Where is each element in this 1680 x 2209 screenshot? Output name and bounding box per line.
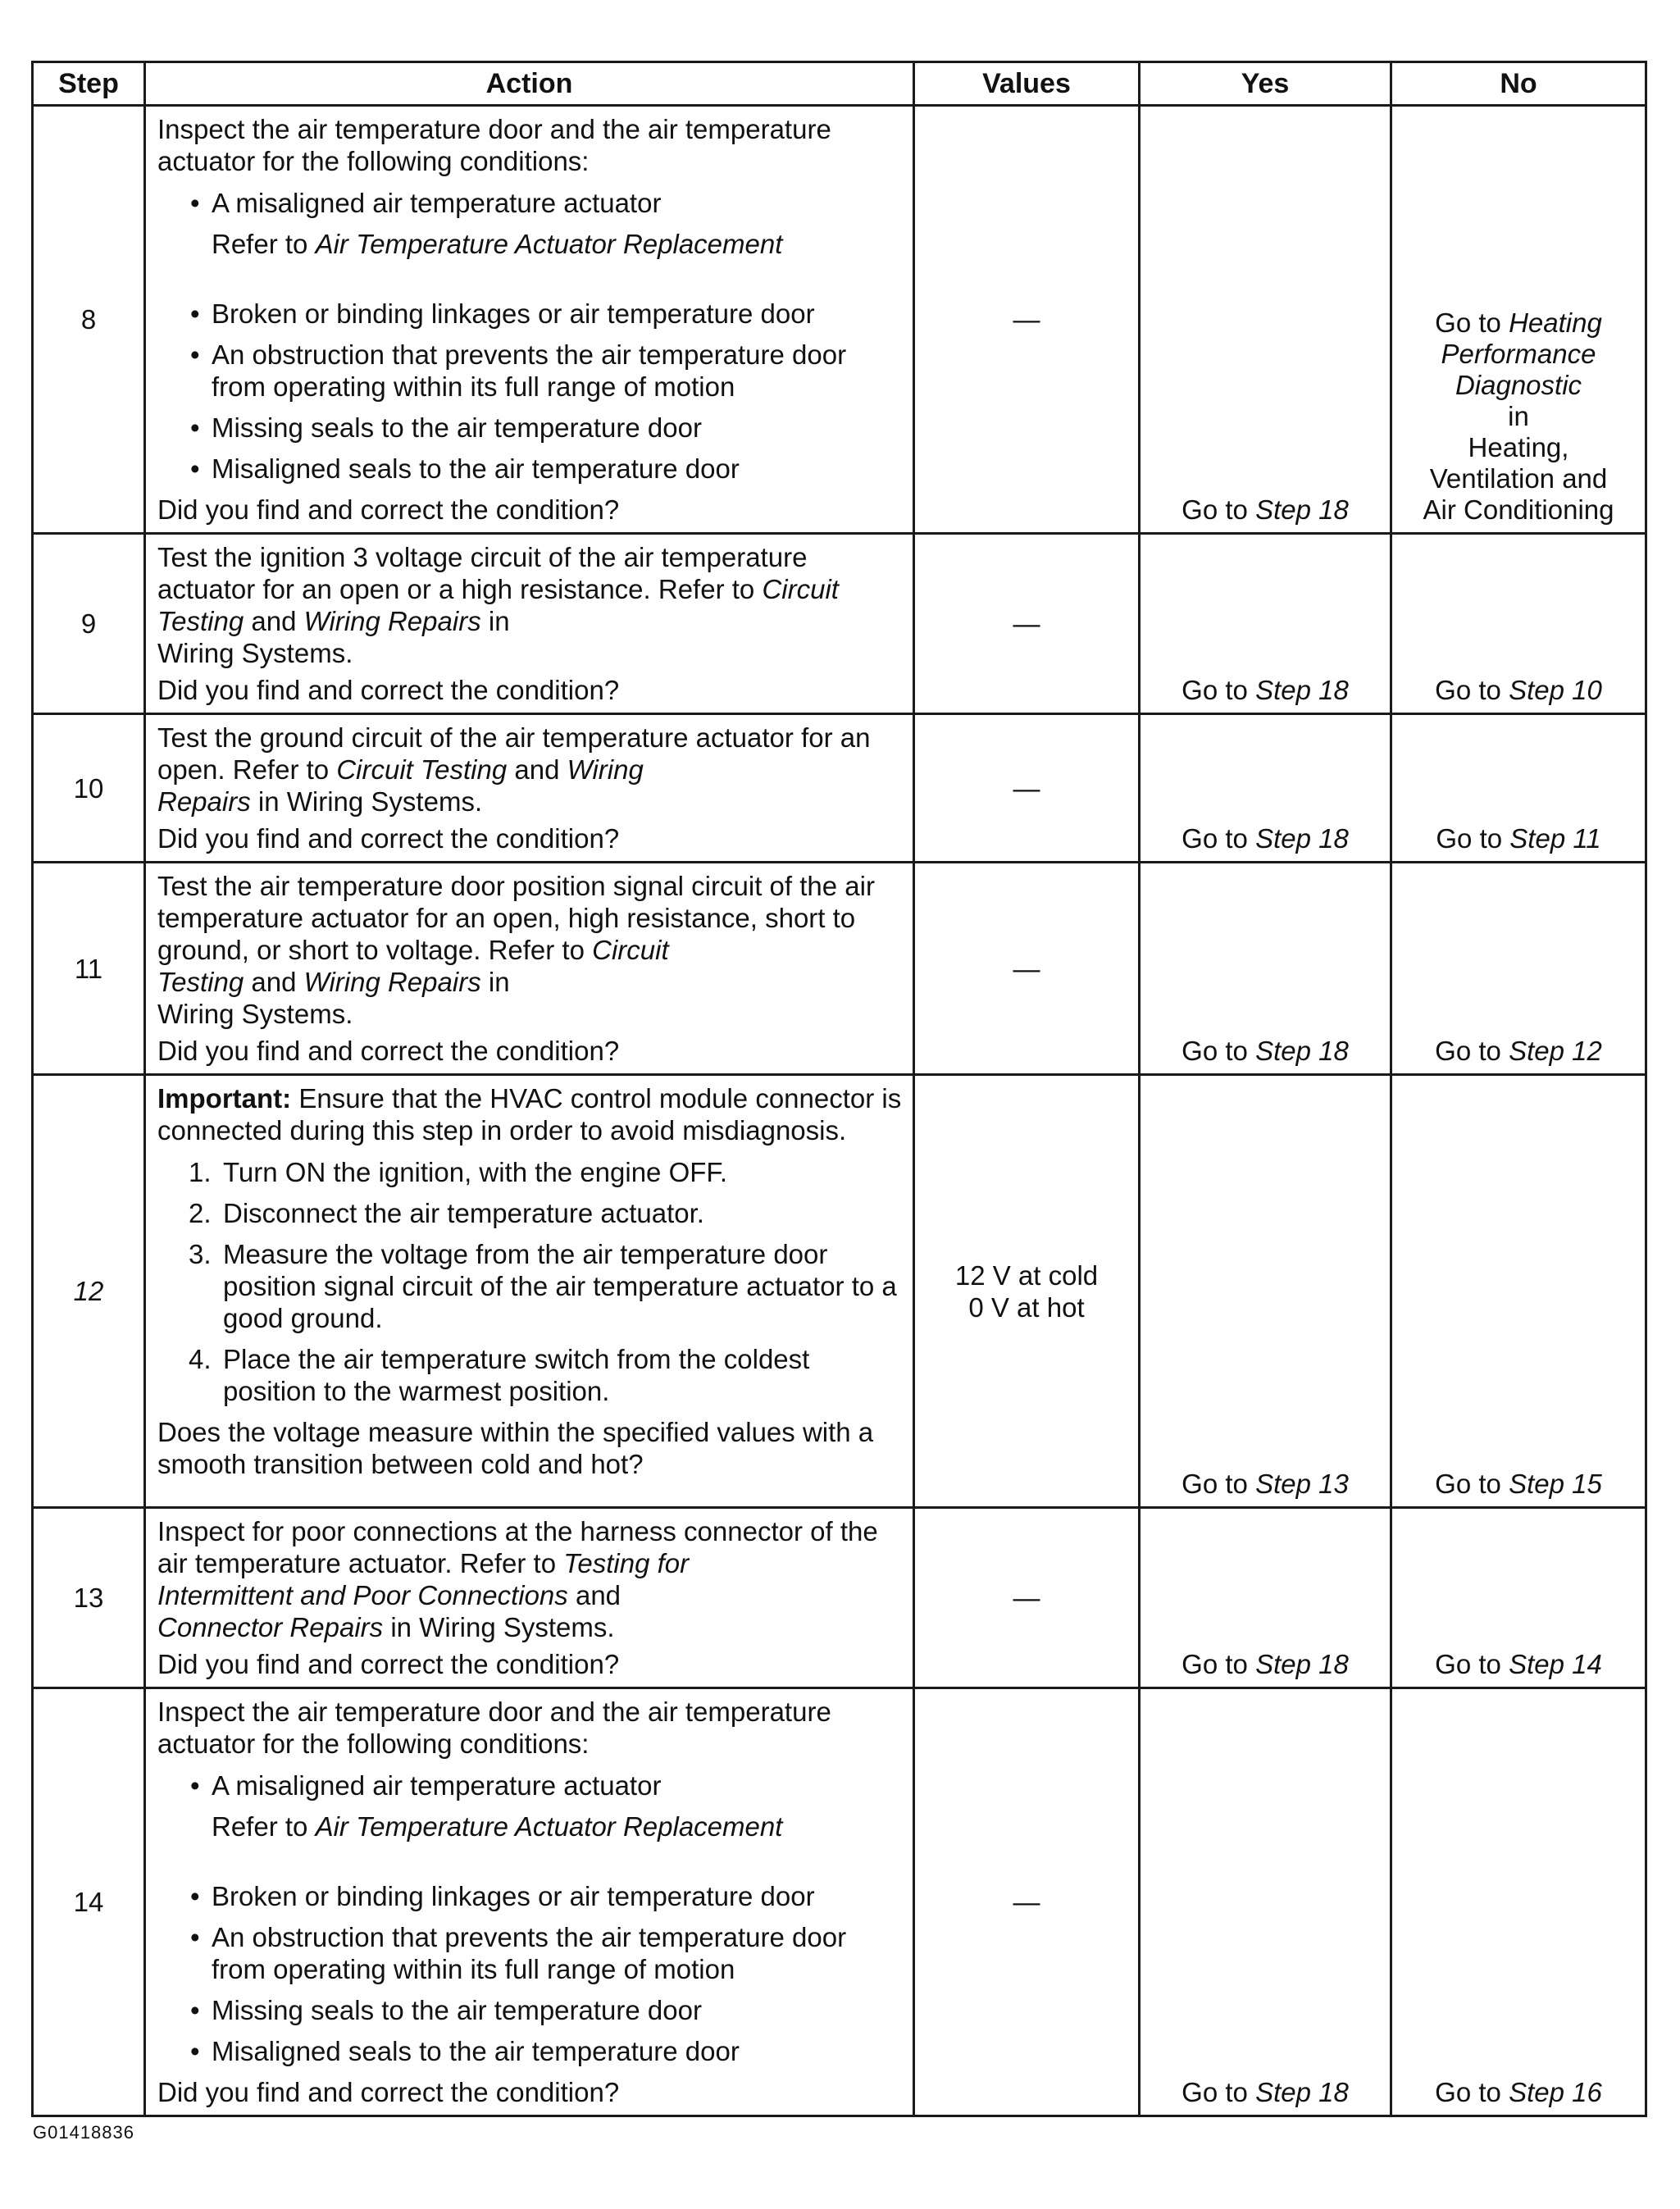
no-cell: Go to Heating Performance Diagnostic in Heating, Ventilation and Air Conditioning: [1391, 106, 1646, 534]
values-cell: —: [914, 1688, 1140, 2116]
list-item: 3. Measure the voltage from the air temperature door position signal circuit of the air temperature actuator to a good ground.: [189, 1239, 897, 1333]
list-item: 1. Turn ON the ignition, with the engine OFF.: [189, 1157, 728, 1187]
link-circuit[interactable]: Circuit: [762, 574, 839, 604]
link-step[interactable]: Step 18: [1255, 494, 1349, 525]
values-cell: —: [914, 534, 1140, 714]
link-wiring-repairs[interactable]: Wiring Repairs: [303, 967, 481, 997]
link-step[interactable]: Step 13: [1255, 1469, 1349, 1499]
action-cell: [145, 1688, 914, 2116]
condition-list: [157, 1769, 903, 2067]
table-row: [33, 714, 1646, 863]
list-item: • Missing seals to the air temperature door: [190, 1995, 702, 2025]
step-number: 12: [33, 1075, 145, 1508]
step-number: 9: [33, 534, 145, 714]
list-item: • A misaligned air temperature actuator Refer to Air Temperature Actuator Replacement: [190, 1770, 783, 1842]
header-no: No: [1391, 62, 1646, 106]
yes-cell: Go to Step 13: [1140, 1075, 1391, 1508]
action-cell: [145, 106, 914, 534]
action-intro: Inspect the air temperature door and the air temperature actuator for the following conditions:: [157, 114, 831, 176]
no-cell: Go to Step 11: [1391, 714, 1646, 863]
link-step[interactable]: Step 18: [1255, 1649, 1349, 1679]
values-cell: —: [914, 863, 1140, 1075]
link-wiring[interactable]: Wiring: [567, 754, 644, 785]
yes-cell: Go to Step 18: [1140, 534, 1391, 714]
condition-list: [157, 187, 903, 485]
link-heating-performance[interactable]: Heating: [1509, 307, 1602, 338]
yes-cell: Go to Step 18: [1140, 863, 1391, 1075]
link-step[interactable]: Step 12: [1509, 1036, 1602, 1066]
step-number: 10: [33, 714, 145, 863]
link-step[interactable]: Step 16: [1509, 2077, 1602, 2107]
step-number: 11: [33, 863, 145, 1075]
action-cell: Test the ground circuit of the air temperature actuator for an open. Refer to Circuit Testing and Wiring Repairs in Wiring Systems. Did you find and correct the condition?: [145, 714, 914, 863]
header-values: Values: [914, 62, 1140, 106]
yes-cell: Go to Step 18: [1140, 1688, 1391, 2116]
action-question: Did you find and correct the condition?: [157, 1649, 620, 1679]
no-cell: Go to Step 16: [1391, 1688, 1646, 2116]
no-cell: Go to Step 15: [1391, 1075, 1646, 1508]
link-intermittent-connections[interactable]: Intermittent and Poor Connections: [157, 1580, 568, 1610]
procedure-list: [157, 1156, 903, 1407]
list-item: • Misaligned seals to the air temperature door: [190, 2036, 740, 2066]
list-item: 4. Place the air temperature switch from the coldest position to the warmest position.: [189, 1344, 810, 1406]
important-note: Important: Ensure that the HVAC control module connector is connected during this step in order to avoid misdiagnosis.: [157, 1083, 902, 1145]
table-row: [33, 1508, 1646, 1688]
link-step[interactable]: Step 15: [1509, 1469, 1602, 1499]
no-cell: Go to Step 14: [1391, 1508, 1646, 1688]
values-cell: —: [914, 714, 1140, 863]
link-step[interactable]: Step 18: [1255, 823, 1349, 854]
diagnostic-table: [31, 61, 1647, 2117]
step-number: 8: [33, 106, 145, 534]
list-item: • An obstruction that prevents the air temperature door from operating within its full range of motion: [190, 1922, 847, 1984]
action-cell: [145, 1075, 914, 1508]
link-wiring-repairs[interactable]: Wiring Repairs: [303, 606, 481, 636]
values-cell: 12 V at cold 0 V at hot: [914, 1075, 1140, 1508]
yes-cell: Go to Step 18: [1140, 714, 1391, 863]
yes-cell: Go to Step 18: [1140, 106, 1391, 534]
link-step[interactable]: Step 18: [1255, 2077, 1349, 2107]
header-action: Action: [145, 62, 914, 106]
action-question: Did you find and correct the condition?: [157, 675, 620, 705]
link-step[interactable]: Step 11: [1509, 823, 1601, 854]
figure-id: G01418836: [33, 2122, 134, 2143]
header-yes: Yes: [1140, 62, 1391, 106]
action-cell: Inspect for poor connections at the harness connector of the air temperature actuator. Refer to Testing for Intermittent and Poor Connections and Connector Repairs in Wiring Systems. Did you find and correct the condition?: [145, 1508, 914, 1688]
link-circuit-testing[interactable]: Circuit Testing: [336, 754, 508, 785]
action-intro: Inspect the air temperature door and the air temperature actuator for the following conditions:: [157, 1697, 831, 1759]
link-step[interactable]: Step 18: [1255, 675, 1349, 705]
values-cell: —: [914, 1508, 1140, 1688]
step-number: 13: [33, 1508, 145, 1688]
header-row: [33, 62, 1646, 106]
link-circuit[interactable]: Circuit: [592, 935, 669, 965]
link-step[interactable]: Step 10: [1509, 675, 1602, 705]
table-row: [33, 106, 1646, 534]
no-cell: Go to Step 10: [1391, 534, 1646, 714]
table-row: [33, 863, 1646, 1075]
table-row: [33, 534, 1646, 714]
action-question: Did you find and correct the condition?: [157, 2077, 620, 2107]
list-item: • Missing seals to the air temperature door: [190, 412, 702, 443]
link-step[interactable]: Step 14: [1509, 1649, 1602, 1679]
link-actuator-replacement[interactable]: Air Temperature Actuator Replacement: [315, 229, 783, 259]
link-testing[interactable]: Testing: [157, 967, 244, 997]
header-step: Step: [33, 62, 145, 106]
link-connector-repairs[interactable]: Connector Repairs: [157, 1612, 384, 1642]
list-item: 2. Disconnect the air temperature actuator.: [189, 1198, 704, 1228]
list-item: • Broken or binding linkages or air temperature door: [190, 298, 815, 329]
action-question: Does the voltage measure within the specified values with a smooth transition between cold and hot?: [157, 1417, 874, 1479]
table-row: [33, 1688, 1646, 2116]
action-question: Did you find and correct the condition?: [157, 823, 620, 854]
list-item: • An obstruction that prevents the air temperature door from operating within its full range of motion: [190, 339, 847, 402]
action-question: Did you find and correct the condition?: [157, 1036, 620, 1066]
action-cell: Test the ignition 3 voltage circuit of the air temperature actuator for an open or a high resistance. Refer to Circuit Testing and Wiring Repairs in Wiring Systems. Did you find and correct the condition?: [145, 534, 914, 714]
no-cell: Go to Step 12: [1391, 863, 1646, 1075]
action-cell: Test the air temperature door position signal circuit of the air temperature actuator for an open, high resistance, short to ground, or short to voltage. Refer to Circuit Testing and Wiring Repairs in Wiring Systems. Did you find and correct the condition?: [145, 863, 914, 1075]
table-row: [33, 1075, 1646, 1508]
values-cell: —: [914, 106, 1140, 534]
list-item: • Broken or binding linkages or air temperature door: [190, 1881, 815, 1911]
link-testing[interactable]: Testing: [157, 606, 244, 636]
step-number: 14: [33, 1688, 145, 2116]
list-item: • A misaligned air temperature actuator Refer to Air Temperature Actuator Replacement: [190, 188, 783, 259]
link-testing-for[interactable]: Testing for: [563, 1548, 690, 1578]
link-repairs[interactable]: Repairs: [157, 786, 251, 817]
link-step[interactable]: Step 18: [1255, 1036, 1349, 1066]
action-question: Did you find and correct the condition?: [157, 494, 620, 525]
list-item: • Misaligned seals to the air temperature door: [190, 453, 740, 484]
link-actuator-replacement[interactable]: Air Temperature Actuator Replacement: [315, 1811, 783, 1842]
yes-cell: Go to Step 18: [1140, 1508, 1391, 1688]
